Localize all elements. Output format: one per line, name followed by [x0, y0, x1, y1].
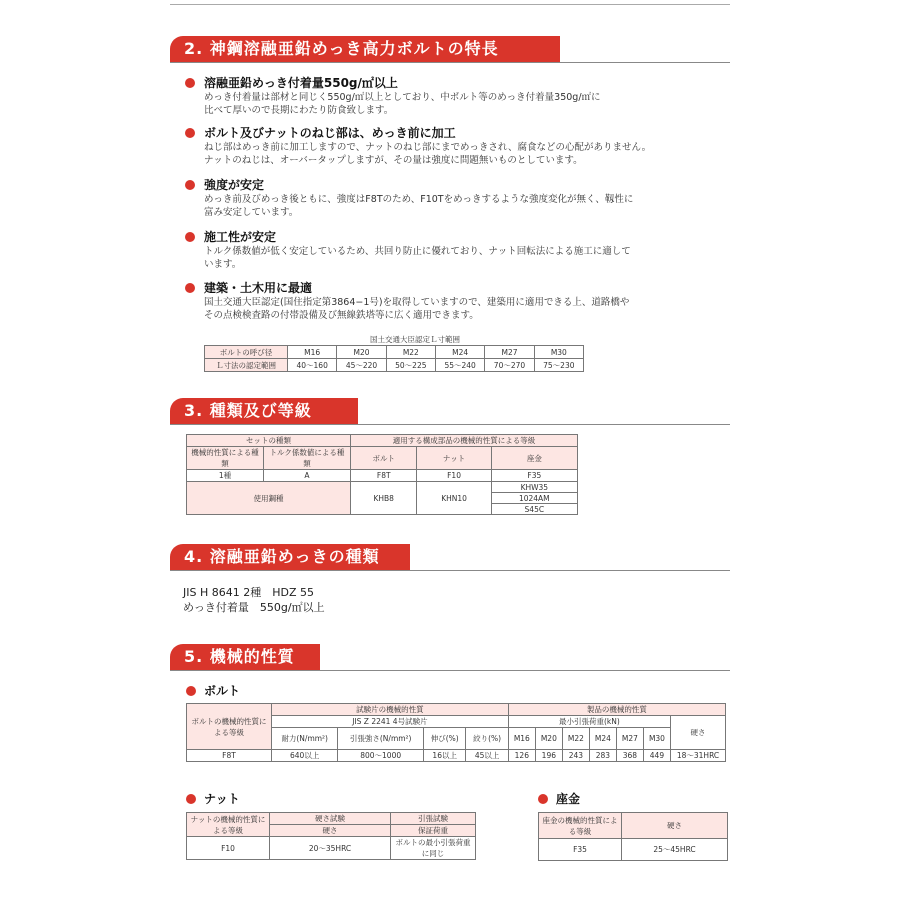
cell-header: 伸び(%): [424, 728, 466, 750]
feature-item: [185, 281, 733, 322]
cell: 25〜45HRC: [622, 839, 728, 861]
cell: 16以上: [424, 750, 466, 762]
section-rule: [170, 670, 730, 671]
cell: 20〜35HRC: [270, 837, 391, 860]
bullet-icon: [185, 78, 195, 88]
nut-heading: ナット: [186, 790, 240, 807]
cell-label: Ｌ寸法の認定範囲: [205, 359, 288, 372]
cell-header: 引張強さ(N/mm²): [338, 728, 424, 750]
section-title-features: 2. 神鋼溶融亜鉛めっき高力ボルトの特長: [170, 36, 560, 62]
cell: 18〜31HRC: [671, 750, 726, 762]
cell: M16: [288, 346, 337, 359]
bullet-icon: [185, 180, 195, 190]
bullet-icon: [185, 232, 195, 242]
feature-body: トルク係数値が低く安定しているため、共回り防止に優れており、ナット回転法による施工に適して います。: [204, 246, 631, 270]
bolt-property-table: [186, 703, 726, 762]
section-title-plating: 4. 溶融亜鉛めっきの種類: [170, 544, 410, 570]
cell-header: 耐力(N/mm²): [272, 728, 338, 750]
bullet-icon: [185, 283, 195, 293]
cell: M24: [435, 346, 484, 359]
cell-header: M22: [562, 728, 589, 750]
feature-item: [185, 76, 733, 117]
cell-header: 適用する構成部品の機械的性質による等級: [351, 435, 578, 447]
feature-body: めっき付着量は部材と同じく550g/㎡以上としており、中ボルト等のめっき付着量350g/㎡に 比べて厚いので長期にわたり防食致します。: [204, 92, 601, 116]
cell: M30: [534, 346, 583, 359]
bolt-heading: ボルト: [186, 682, 240, 699]
cell-header: JIS Z 2241 4号試験片: [272, 716, 509, 728]
feature-heading: ボルト及びナットのねじ部は、めっき前に加工: [204, 126, 456, 140]
section-rule: [170, 570, 730, 571]
cell-header: 最小引張荷重(kN): [508, 716, 670, 728]
cell: F8T: [187, 750, 272, 762]
section-rule: [170, 62, 730, 63]
cell: 283: [589, 750, 616, 762]
cell-header: 座金: [491, 447, 577, 470]
cell-header: 機械的性質による種類: [187, 447, 264, 470]
cell: 1種: [187, 470, 264, 482]
cell: F10: [417, 470, 491, 482]
cell: F35: [539, 839, 622, 861]
cell: KHN10: [417, 482, 491, 515]
feature-body: めっき前及びめっき後ともに、強度はF8Tのため、F10Tをめっきするような強度変化が無く、靱性に 富み安定しています。: [204, 194, 634, 218]
cell-header: ナット: [417, 447, 491, 470]
section-title-mechanical: 5. 機械的性質: [170, 644, 320, 670]
length-table-caption: 国土交通大臣認定Ｌ寸範囲: [370, 335, 460, 344]
cell-header: M27: [616, 728, 643, 750]
cell: 75〜230: [534, 359, 583, 372]
cell: S45C: [491, 504, 577, 515]
cell: 800〜1000: [338, 750, 424, 762]
cell-header: 試験片の機械的性質: [272, 704, 509, 716]
washer-property-table: [538, 812, 728, 861]
cell: 368: [616, 750, 643, 762]
cell-header: 引張試験: [391, 813, 476, 825]
cell: F10: [187, 837, 270, 860]
cell-header: ボルト: [351, 447, 417, 470]
cell-label: 使用鋼種: [187, 482, 351, 515]
feature-heading: 施工性が安定: [204, 230, 277, 244]
cell-header: トルク係数値による種類: [264, 447, 351, 470]
feature-body: ねじ部はめっき前に加工しますので、ナットのねじ部にまでめっきされ、腐食などの心配がありません。 ナットのねじは、オーバータップしますが、その量は強度に問題無いものとしています。: [204, 142, 652, 166]
feature-heading: 建築・土木用に最適: [204, 281, 313, 295]
cell-header: M16: [508, 728, 535, 750]
cell: M22: [386, 346, 435, 359]
feature-body: 国土交通大臣認定(国住指定第3864−1号)を取得していますので、建築用に適用できる上、道路橋や その点検検査路の付帯設備及び無線鉄塔等に広く適用できます。: [204, 297, 630, 321]
cell: A: [264, 470, 351, 482]
cell: F8T: [351, 470, 417, 482]
cell: 196: [535, 750, 562, 762]
cell: M20: [337, 346, 386, 359]
cell-header: ボルトの機械的性質による等級: [187, 704, 272, 750]
nut-property-table: [186, 812, 476, 860]
cell: 126: [508, 750, 535, 762]
cell: F35: [491, 470, 577, 482]
feature-heading: 強度が安定: [204, 178, 265, 192]
section-rule: [170, 424, 730, 425]
cell: 243: [562, 750, 589, 762]
cell-header: ナットの機械的性質による等級: [187, 813, 270, 837]
cell-header: 保証荷重: [391, 825, 476, 837]
bullet-icon: [186, 794, 196, 804]
length-range-table: [204, 345, 584, 372]
cell: KHW35: [491, 482, 577, 493]
cell: 45〜220: [337, 359, 386, 372]
top-border: [170, 4, 730, 5]
cell-header: セットの種類: [187, 435, 351, 447]
cell: 40〜160: [288, 359, 337, 372]
cell: 1024AM: [491, 493, 577, 504]
feature-item: [185, 178, 733, 219]
cell: 45以上: [466, 750, 508, 762]
cell: 55〜240: [435, 359, 484, 372]
grade-table: [186, 434, 578, 515]
section-title-grades: 3. 種類及び等級: [170, 398, 358, 424]
cell: ボルトの最小引張荷重に同じ: [391, 837, 476, 860]
cell: 449: [643, 750, 670, 762]
cell: 640以上: [272, 750, 338, 762]
cell-header: 硬さ: [622, 813, 728, 839]
washer-heading: 座金: [538, 790, 580, 807]
bullet-icon: [186, 686, 196, 696]
cell: M27: [485, 346, 534, 359]
cell-header: 座金の機械的性質による等級: [539, 813, 622, 839]
bullet-icon: [538, 794, 548, 804]
cell-header: 製品の機械的性質: [508, 704, 725, 716]
feature-item: [185, 126, 733, 167]
cell-header: M30: [643, 728, 670, 750]
plating-weight: めっき付着量 550g/㎡以上: [183, 601, 325, 614]
cell-header: 硬さ: [270, 825, 391, 837]
cell-header: M20: [535, 728, 562, 750]
feature-heading: 溶融亜鉛めっき付着量550g/㎡以上: [204, 76, 398, 90]
feature-item: [185, 230, 733, 271]
cell-header: 絞り(%): [466, 728, 508, 750]
cell-header: M24: [589, 728, 616, 750]
cell: KHB8: [351, 482, 417, 515]
cell: 50〜225: [386, 359, 435, 372]
cell-label: ボルトの呼び径: [205, 346, 288, 359]
cell: 70〜270: [485, 359, 534, 372]
cell-header: 硬さ試験: [270, 813, 391, 825]
plating-spec: JIS H 8641 2種 HDZ 55: [183, 586, 314, 599]
bullet-icon: [185, 128, 195, 138]
cell-header: 硬さ: [671, 716, 726, 750]
